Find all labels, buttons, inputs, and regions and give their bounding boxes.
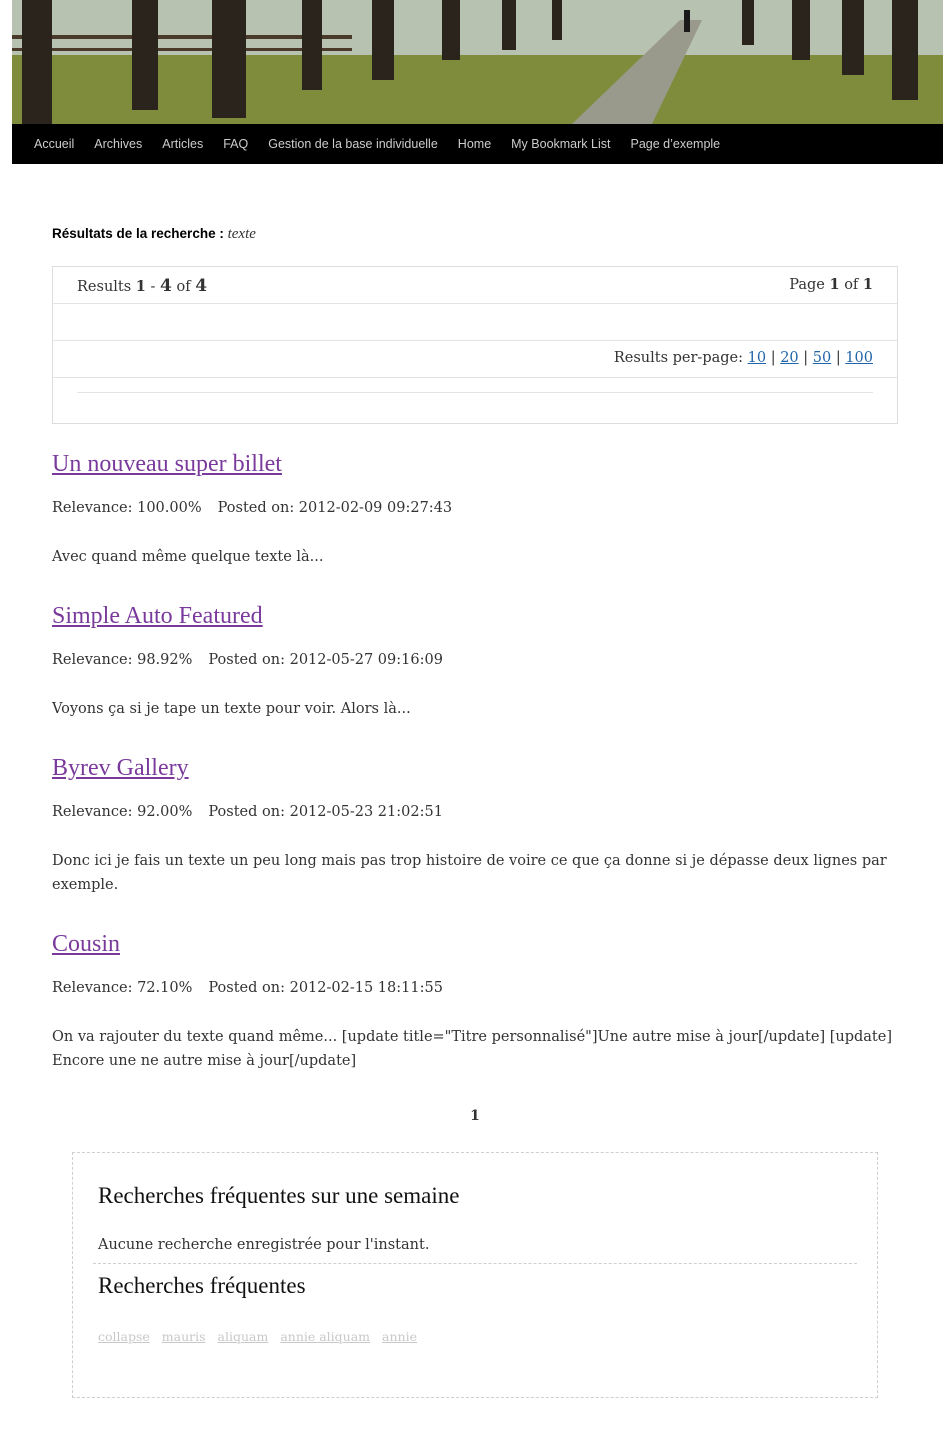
result-meta [52, 978, 898, 998]
nav-item-faq[interactable]: FAQ [223, 137, 249, 151]
widget-divider [93, 1263, 857, 1264]
per-page-50-link[interactable]: 50 [812, 350, 832, 366]
result-title-link[interactable]: Un nouveau super billet [52, 451, 282, 477]
per-page-label: Results per-page: [613, 350, 744, 366]
results-summary-box [52, 266, 898, 424]
popular-searches-tags [98, 1329, 425, 1344]
result-title-link[interactable]: Cousin [52, 931, 121, 957]
page-total: 1 [862, 276, 873, 293]
result-excerpt: On va rajouter du texte quand même... [update title="Titre personnalisé"]Une autre mise à jour[/update] [update] Encore une ne autre mise à jour[/update] [52, 1029, 892, 1069]
results-total: 4 [195, 276, 208, 296]
site-header [12, 0, 943, 164]
results-count-row [53, 267, 897, 304]
nav-item-page-exemple[interactable]: Page d’exemple [630, 137, 721, 151]
results-per-page-row [53, 341, 897, 378]
result-title-link[interactable]: Simple Auto Featured [52, 603, 263, 629]
per-page-100-link[interactable]: 100 [845, 350, 873, 366]
result-title-link[interactable]: Byrev Gallery [52, 755, 189, 781]
pagination [52, 1108, 898, 1124]
weekly-searches-empty-text: Aucune recherche enregistrée pour l'instant. [98, 1237, 430, 1253]
result-meta [52, 498, 898, 518]
frequent-searches-widget [72, 1152, 878, 1398]
result-posted-date: Posted on: 2012-02-15 18:11:55 [208, 980, 443, 996]
page-of-word: of [844, 277, 859, 293]
result-posted-date: Posted on: 2012-05-23 21:02:51 [208, 804, 443, 820]
search-tag-link[interactable]: aliquam [217, 1329, 269, 1344]
popular-searches-title: Recherches fréquentes [98, 1273, 306, 1298]
results-empty-row [53, 304, 897, 341]
weekly-searches-title: Recherches fréquentes sur une semaine [98, 1183, 460, 1208]
main-nav [12, 124, 943, 164]
result-posted-date: Posted on: 2012-05-27 09:16:09 [208, 652, 443, 668]
page-word: Page [789, 277, 825, 293]
results-box-divider [77, 392, 873, 393]
result-relevance: Relevance: 98.92% [52, 652, 193, 668]
nav-item-home[interactable]: Home [457, 137, 492, 151]
result-excerpt: Donc ici je fais un texte un peu long mais pas trop histoire de voire ce que ça donne si je dépasse deux lignes par exemple. [52, 853, 887, 893]
nav-item-articles[interactable]: Articles [162, 137, 204, 151]
header-banner-image [12, 0, 943, 124]
park-path-illustration [12, 0, 943, 124]
results-word: Results [77, 279, 132, 295]
results-count [77, 276, 207, 296]
results-of-word: of [176, 279, 191, 295]
results-dash: - [150, 279, 156, 295]
search-results-heading [52, 226, 256, 243]
result-meta [52, 802, 898, 822]
per-page-separator: | [770, 350, 776, 366]
search-term: texte [227, 226, 256, 242]
results-to: 4 [160, 276, 172, 296]
result-excerpt: Avec quand même quelque texte là... [52, 549, 324, 565]
search-result [52, 602, 898, 721]
per-page-10-link[interactable]: 10 [747, 350, 767, 366]
nav-item-accueil[interactable]: Accueil [34, 137, 75, 151]
search-tag-link[interactable]: annie [382, 1329, 417, 1344]
search-result [52, 450, 898, 569]
page-indicator [789, 276, 873, 293]
nav-item-bookmark-list[interactable]: My Bookmark List [511, 137, 611, 151]
results-per-page [614, 350, 873, 366]
nav-item-archives[interactable]: Archives [94, 137, 143, 151]
results-from: 1 [135, 278, 146, 295]
search-tag-link[interactable]: annie aliquam [280, 1329, 371, 1344]
search-tag-link[interactable]: mauris [161, 1329, 206, 1344]
result-posted-date: Posted on: 2012-02-09 09:27:43 [217, 500, 453, 516]
search-result [52, 930, 898, 1073]
search-result [52, 754, 898, 897]
result-relevance: Relevance: 72.10% [52, 980, 193, 996]
search-tag-link[interactable]: collapse [98, 1329, 150, 1344]
page-current: 1 [829, 276, 840, 293]
result-relevance: Relevance: 92.00% [52, 804, 193, 820]
per-page-20-link[interactable]: 20 [780, 350, 799, 366]
pagination-current-page: 1 [470, 1108, 480, 1124]
result-meta [52, 650, 898, 670]
search-results-label: Résultats de la recherche : [52, 226, 224, 241]
result-excerpt: Voyons ça si je tape un texte pour voir. Alors là... [52, 701, 411, 717]
per-page-separator: | [803, 350, 809, 366]
result-relevance: Relevance: 100.00% [52, 500, 202, 516]
nav-item-gestion-base[interactable]: Gestion de la base individuelle [268, 137, 438, 151]
per-page-separator: | [835, 350, 841, 366]
